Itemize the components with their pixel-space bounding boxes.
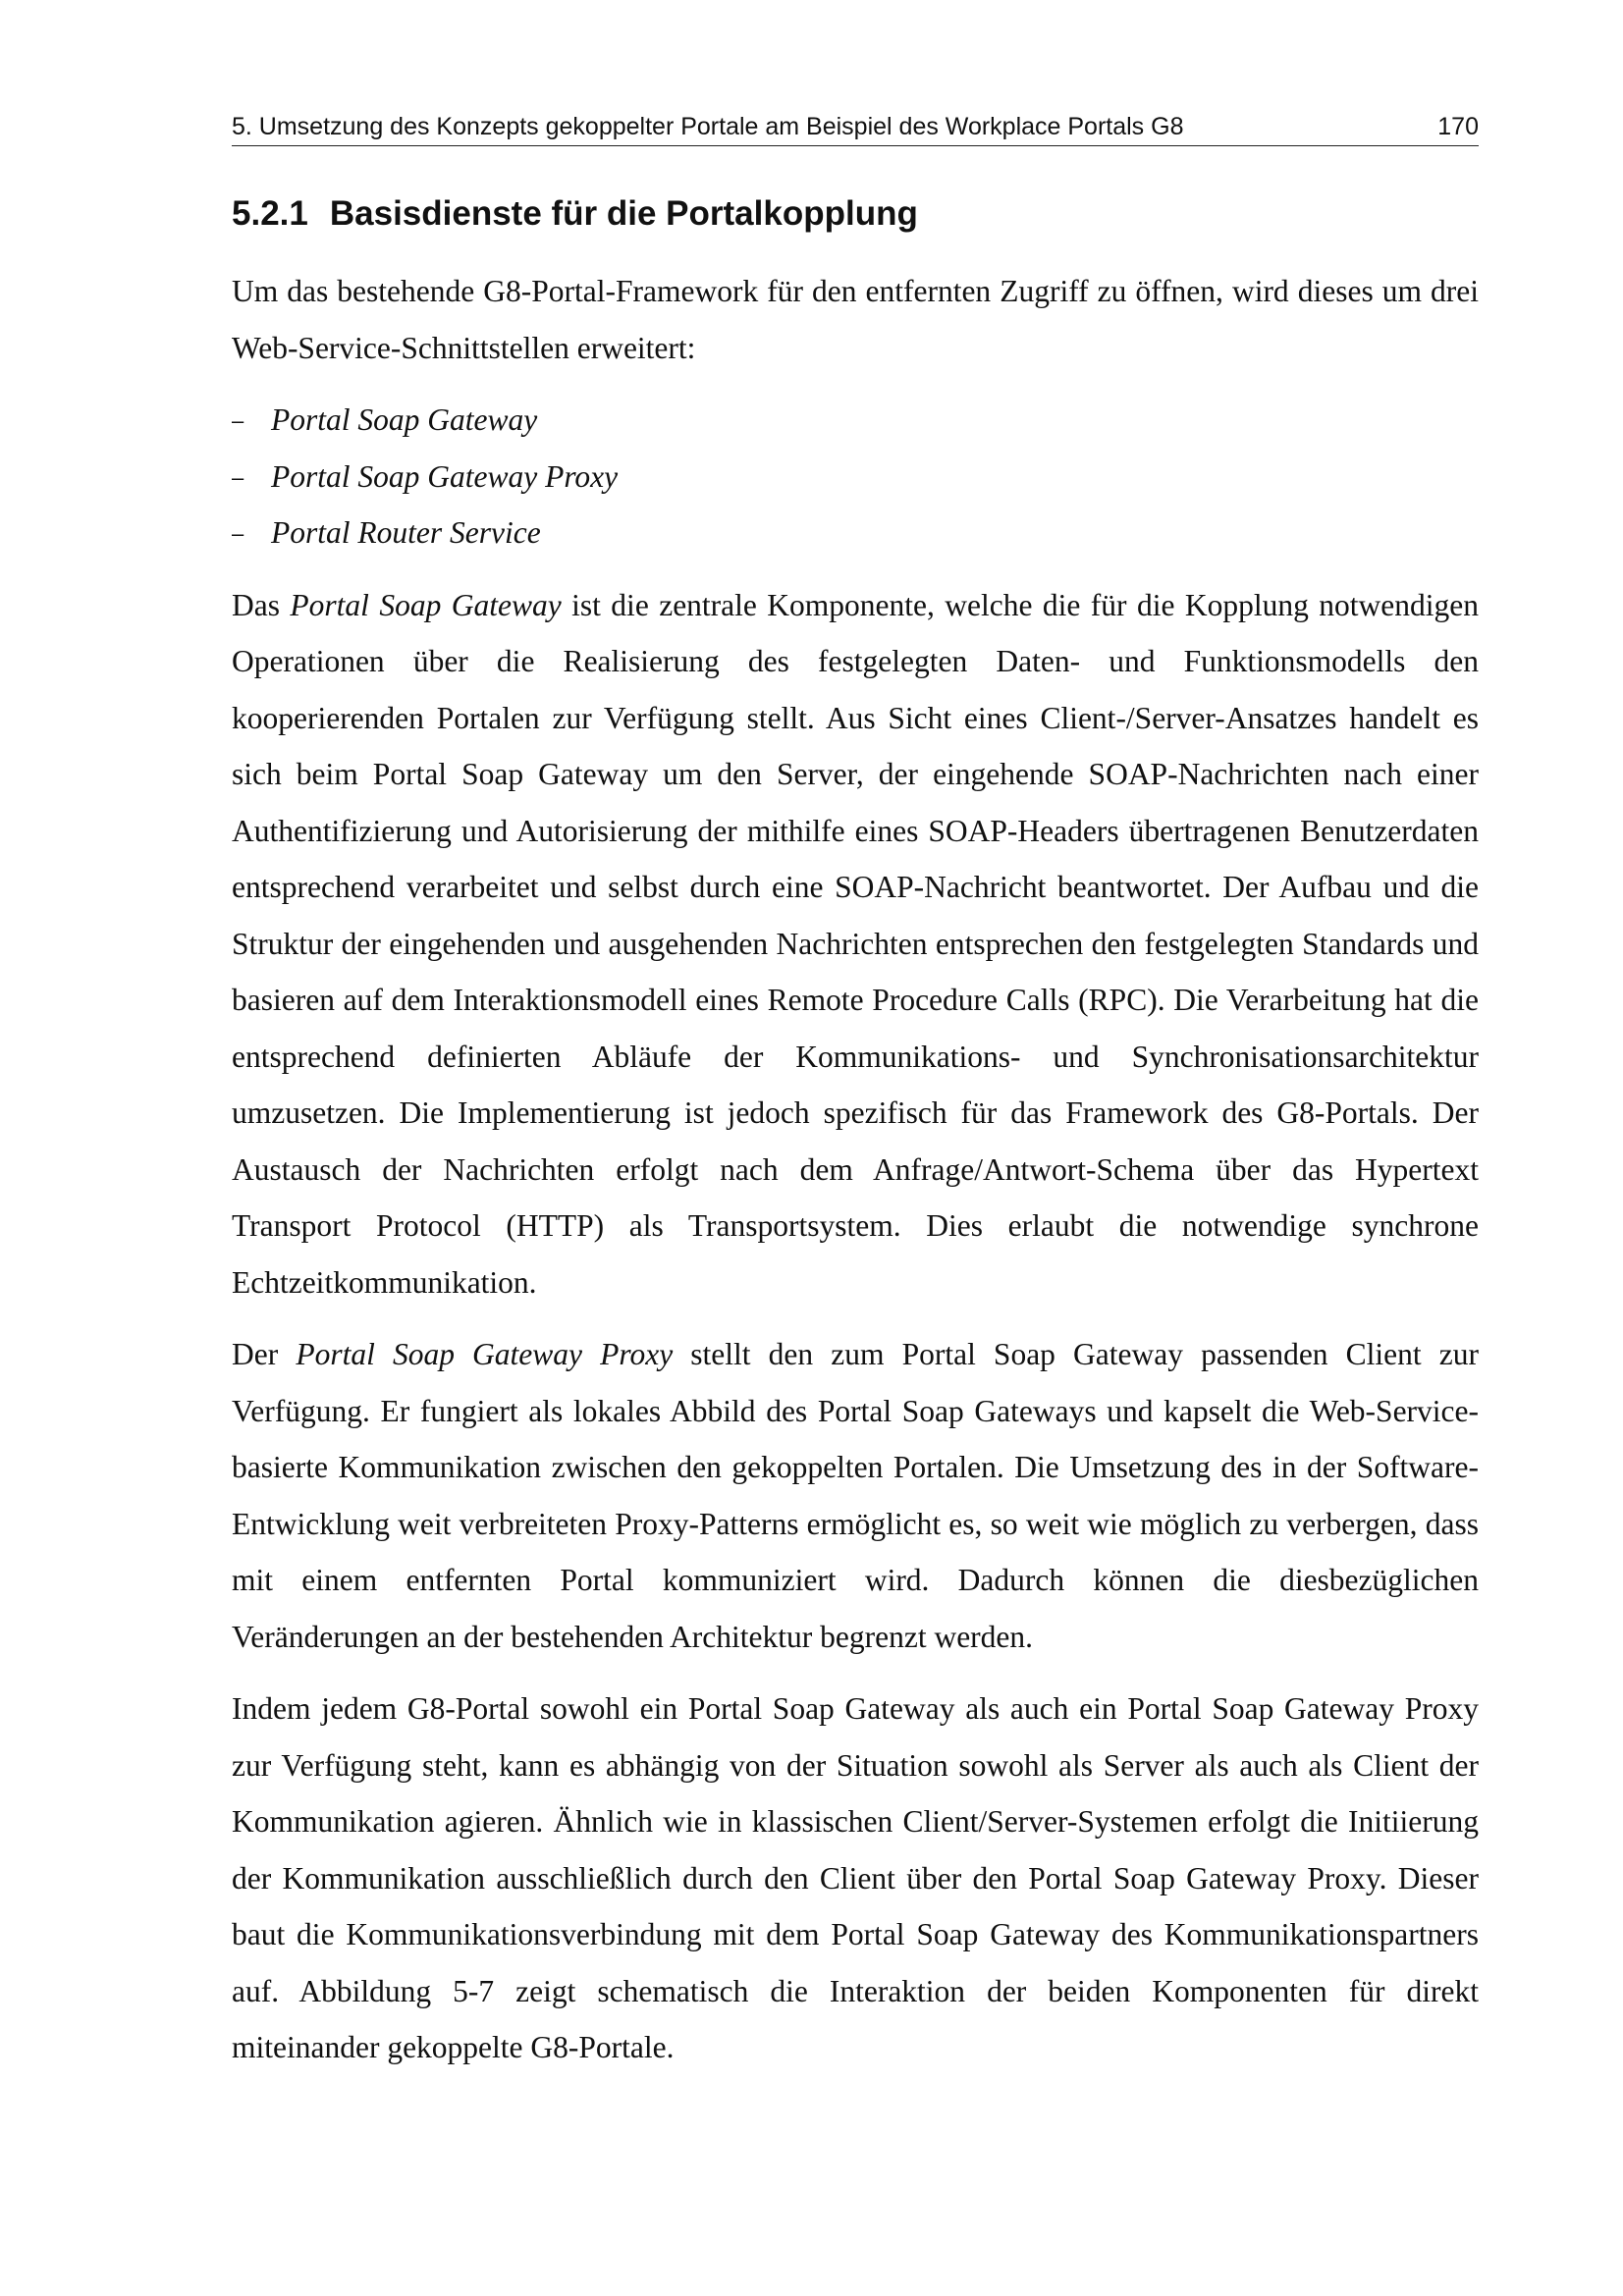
intro-paragraph: Um das bestehende G8-Portal-Framework für den entfernten Zugriff zu öffnen, wird dieses um drei Web-Service-Schnittstellen erweitert: <box>232 274 1479 365</box>
paragraph-text: ist die zentrale Komponente, welche die für die Kopplung notwendigen Operationen über die Realisierung des festgelegten Daten- und Funktionsmodells den kooperierenden Portalen zur Verfügung stellt. Aus Sicht eines Client-/Server-Ansatzes handelt es sich beim Portal Soap Gateway um den Server, der eingehende SOAP-Nachrichten nach einer Authentifizierung und Autorisierung der mithilfe eines SOAP-Headers übertragenen Benutzerdaten entsprechend verarbeitet und selbst durch eine SOAP-Nachricht beantwortet. Der Aufbau und die Struktur der eingehenden und ausgehenden Nachrichten entsprechen den festgelegten Standards und basieren auf dem Interaktionsmodell eines Remote Procedure Calls (RPC). Die Verarbeitung hat die entsprechend definierten Abläufe der Kommunikations- und Synchronisationsarchitektur umzusetzen. Die Implementierung ist jedoch spezifisch für das Framework des G8-Portals. Der Austausch der Nachrichten erfolgt nach dem Anfrage/Antwort-Schema über das Hypertext Transport Protocol (HTTP) als Transportsystem. Dies erlaubt die notwendige synchrone Echtzeitkommunikation. <box>232 587 1479 1300</box>
list-item-label: Portal Router Service <box>271 515 541 550</box>
paragraph-text: stellt den zum Portal Soap Gateway passenden Client zur Verfügung. Er fungiert als lokales Abbild des Portal Soap Gateways und kapselt die Web-Service-basierte Kommunikation zwischen den gekoppelten Portalen. Die Umsetzung des in der Software-Entwicklung weit verbreiteten Proxy-Patterns ermöglicht es, so weit wie möglich zu verbergen, dass mit einem entfernten Portal kommuniziert wird. Dadurch können die diesbezüglichen Veränderungen an der bestehenden Architektur begrenzt werden. <box>232 1337 1479 1654</box>
dash-marker: – <box>232 521 244 546</box>
interaction-paragraph: Indem jedem G8-Portal sowohl ein Portal Soap Gateway als auch ein Portal Soap Gateway Proxy zur Verfügung steht, kann es abhängig von der Situation sowohl als Server als auch als Client der Kommunikation agieren. Ähnlich wie in klassischen Client/Server-Systemen erfolgt die Initiierung der Kommunikation ausschließlich durch den Client über den Portal Soap Gateway Proxy. Dieser baut die Kommunikationsverbindung mit dem Portal Soap Gateway des Kommunikationspartners auf. Abbildung 5-7 zeigt schematisch die Interaktion der beiden Komponenten für direkt miteinander gekoppelte G8-Portale. <box>232 1691 1479 2064</box>
dash-marker: – <box>232 464 244 490</box>
chapter-title: 5. Umsetzung des Konzepts gekoppelter Portale am Beispiel des Workplace Portals G8 <box>232 113 1184 140</box>
section-heading <box>232 192 1479 236</box>
term-emphasis: Portal Soap Gateway Proxy <box>296 1337 674 1371</box>
section-title: Basisdienste für die Portalkopplung <box>329 194 918 233</box>
running-header <box>232 110 1479 146</box>
list-item-label: Portal Soap Gateway Proxy <box>271 458 619 494</box>
list-item <box>232 449 1479 506</box>
proxy-paragraph <box>232 1326 1479 1665</box>
body-text <box>232 263 1479 2076</box>
dash-marker: – <box>232 408 244 433</box>
term-emphasis: Portal Soap Gateway <box>290 587 562 622</box>
interface-list <box>232 392 1479 561</box>
section-number: 5.2.1 <box>232 194 308 233</box>
paragraph-lead: Der <box>232 1337 297 1371</box>
list-item <box>232 505 1479 561</box>
paragraph-lead: Das <box>232 587 291 622</box>
list-item <box>232 392 1479 449</box>
gateway-paragraph <box>232 577 1479 1311</box>
list-item-label: Portal Soap Gateway <box>271 402 538 437</box>
page-number: 170 <box>1437 113 1479 140</box>
